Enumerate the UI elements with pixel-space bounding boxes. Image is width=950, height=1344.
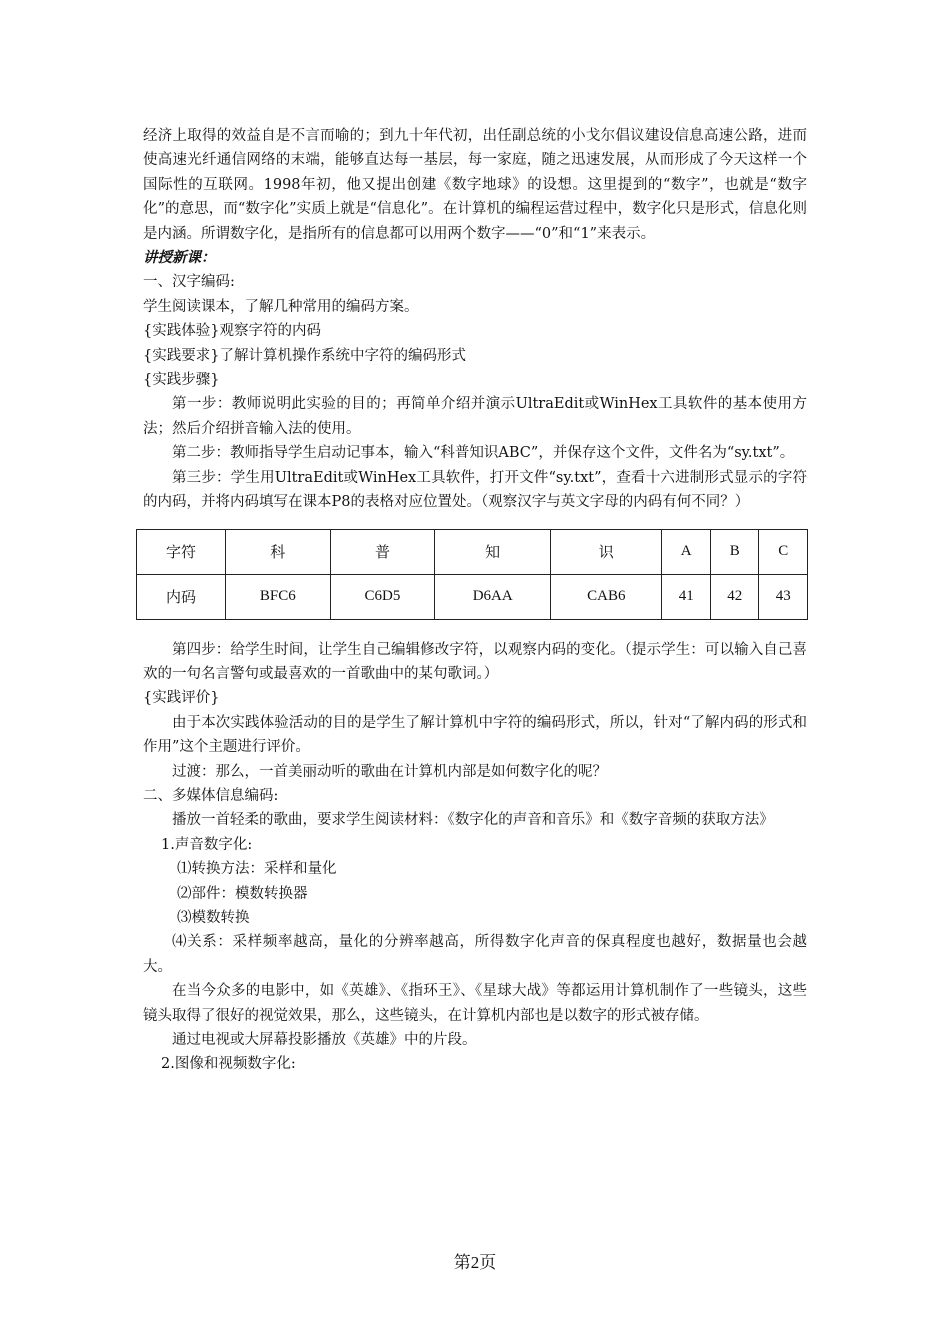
practice-requirement: {实践要求}了解计算机操作系统中字符的编码形式 [143, 347, 466, 364]
sound-item: ⑶模数转换 [177, 909, 250, 926]
part1-title: 一、汉字编码: [143, 274, 235, 291]
step-3: 第三步：学生用UltraEdit或WinHex工具软件，打开文件“sy.txt”，查看十六进制形式显示的字符的内码，并将内码填写在课本P8的表格对应位置处。（观察汉字与英文字母的内码有何不同？） [143, 469, 807, 511]
table-char-cell: C [759, 529, 808, 574]
intro-paragraph: 经济上取得的效益自是不言而喻的；到九十年代初，出任副总统的小戈尔倡议建设信息高速公路，进而使高速光纤通信网络的末端，能够直达每一基层，每一家庭，随之迅速发展，从而形成了今天这样一个国际性的互联网。1998年初，他又提出创建《数字地球》的设想。这里提到的“数字”，也就是“数字化”的意思，而“数字化”实质上就是“信息化”。在计算机的编程运营过程中，数字化只是形式，信息化则是内涵。所谓数字化，是指所有的信息都可以用两个数字——“0”和“1”来表示。 [143, 128, 807, 242]
play-song-text: 播放一首轻柔的歌曲，要求学生阅读材料：《数字化的声音和音乐》和《数字音频的获取方法》 [172, 812, 774, 829]
sound-item: ⑴转换方法：采样和量化 [177, 861, 337, 878]
table-char-cell: 识 [551, 529, 662, 574]
page-number: 第2页 [453, 1253, 497, 1272]
step-2: 第二步：教师指导学生启动记事本，输入“科普知识ABC”，并保存这个文件，文件名为“sy.txt”。 [172, 445, 795, 462]
table-char-cell: 普 [330, 529, 435, 574]
play-movie-text: 通过电视或大屏幕投影播放《英雄》中的片段。 [172, 1032, 477, 1048]
table-row-codes [137, 574, 808, 619]
document-body [143, 124, 807, 1077]
table-code-cell: 43 [759, 574, 808, 619]
char-code-table [136, 529, 808, 620]
reading-instruction: 学生阅读课本，了解几种常用的编码方案。 [143, 298, 419, 315]
sound-digitization-title: 1.声音数字化: [161, 836, 253, 853]
sound-item: ⑷关系：采样频率越高，量化的分辨率越高，所得数字化声音的保真程度也越好，数据量也会越大。 [143, 934, 807, 975]
step-4: 第四步：给学生时间，让学生自己编辑修改字符，以观察内码的变化。（提示学生：可以输入自己喜欢的一句名言警句或最喜欢的一首歌曲中的某句歌词。） [143, 641, 807, 682]
table-code-cell: BFC6 [225, 574, 330, 619]
image-digitization-title: 2.图像和视频数字化: [161, 1056, 296, 1073]
table-header-label: 字符 [137, 529, 226, 574]
part2-title: 二、多媒体信息编码: [143, 787, 279, 804]
practice-evaluation: {实践评价} [143, 690, 220, 707]
table-code-cell: CAB6 [551, 574, 662, 619]
practice-experience: {实践体验}观察字符的内码 [143, 323, 321, 340]
table-char-cell: 科 [225, 529, 330, 574]
transition-text: 过渡：那么，一首美丽动听的歌曲在计算机内部是如何数字化的呢？ [172, 763, 607, 780]
table-char-cell: B [710, 529, 758, 574]
table-row-chars [137, 529, 808, 574]
table-code-cell: D6AA [435, 574, 551, 619]
movie-text: 在当今众多的电影中，如《英雄》、《指环王》、《星球大战》等都运用计算机制作了一些镜头，这些镜头取得了很好的视觉效果，那么，这些镜头，在计算机内部也是以数字的形式被存储。 [143, 983, 807, 1024]
table-char-cell: A [662, 529, 710, 574]
practice-steps: {实践步骤} [143, 372, 220, 389]
section-heading-new-lesson: 讲授新课： [143, 249, 216, 267]
sound-item: ⑵部件：模数转换器 [177, 885, 308, 902]
table-char-cell: 知 [435, 529, 551, 574]
table-code-cell: 41 [662, 574, 710, 619]
evaluation-text: 由于本次实践体验活动的目的是学生了解计算机中字符的编码形式，所以，针对“了解内码的形式和作用”这个主题进行评价。 [143, 714, 807, 756]
step-1: 第一步：教师说明此实验的目的；再简单介绍并演示UltraEdit或WinHex工具软件的基本使用方法；然后介绍拼音输入法的使用。 [143, 396, 807, 437]
table-code-cell: 42 [710, 574, 758, 619]
table-code-cell: C6D5 [330, 574, 435, 619]
table-code-label: 内码 [137, 574, 226, 619]
